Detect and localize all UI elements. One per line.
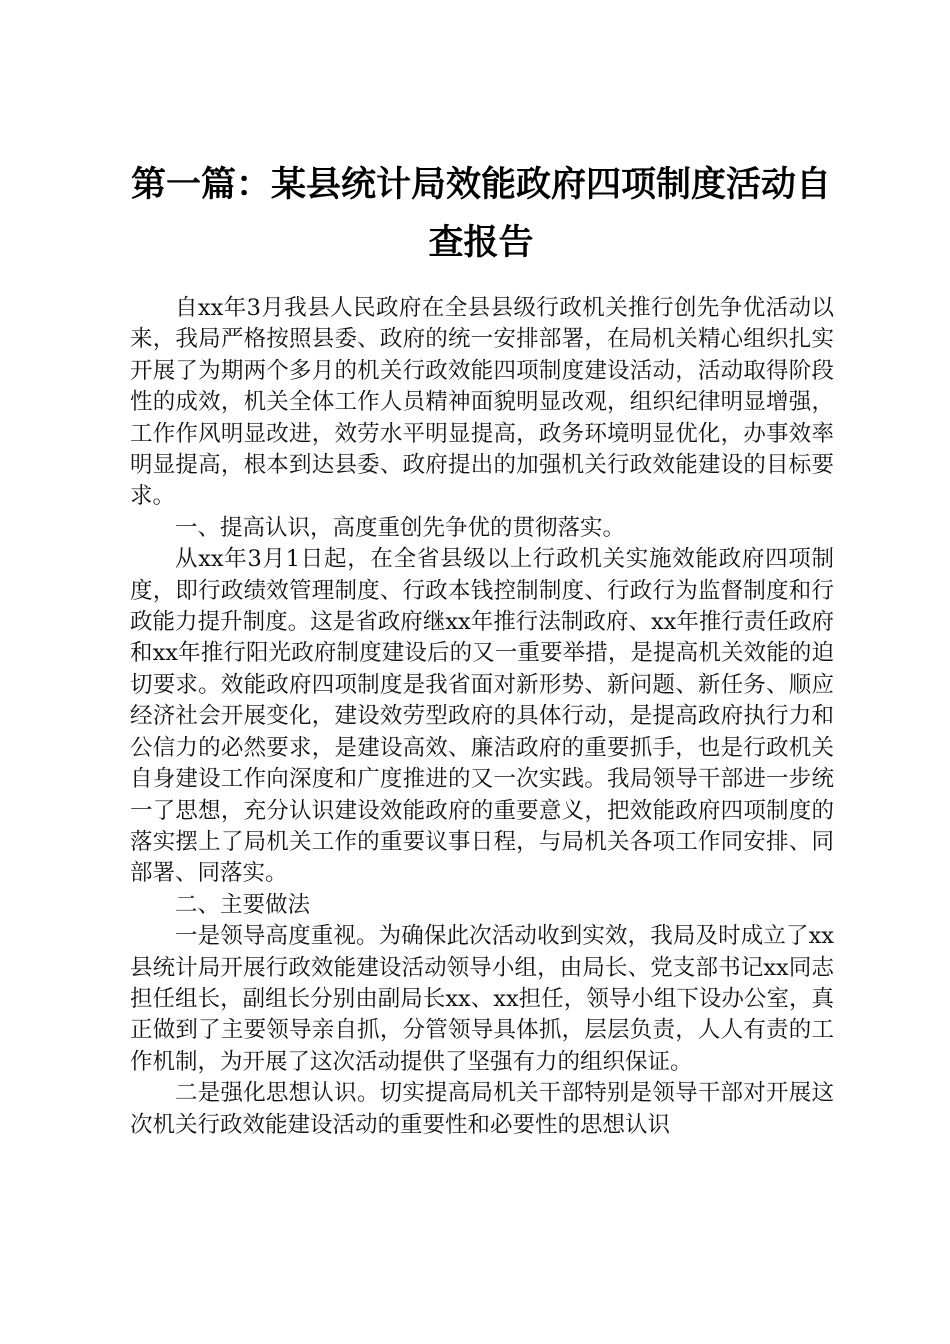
section-heading-2: 二、主要做法 bbox=[175, 891, 311, 918]
document-title: 第一篇：某县统计局效能政府四项制度活动自查报告 bbox=[130, 164, 831, 263]
paragraph-measure-1: 一是领导高度重视。为确保此次活动收到实效，我局及时成立了xx县统计局开展行政效能建设活动领导小组，由局长、党支部书记xx同志担任组长，副组长分别由副局长xx、xx担任，领导小组下设办公室，真正做到了主要领导亲自抓，分管领导具体抓，层层负责，人人有责的工作机制，为开展了这次活动提供了坚强有力的组织保证。 bbox=[130, 923, 834, 1075]
document-body bbox=[130, 293, 834, 1141]
paragraph-intro: 自xx年3月我县人民政府在全县县级行政机关推行创先争优活动以来，我局严格按照县委、政府的统一安排部署，在局机关精心组织扎实开展了为期两个多月的机关行政效能四项制度建设活动，活动取得阶段性的成效，机关全体工作人员精神面貌明显改观，组织纪律明显增强，工作作风明显改进，效劳水平明显提高，政务环境明显优化，办事效率明显提高，根本到达县委、政府提出的加强机关行政效能建设的目标要求。 bbox=[130, 295, 834, 510]
section-heading-1: 一、提高认识，高度重创先争优的贯彻落实。 bbox=[175, 514, 626, 541]
paragraph-section-1: 从xx年3月1日起，在全省县级以上行政机关实施效能政府四项制度，即行政绩效管理制度、行政本钱控制制度、行政行为监督制度和行政能力提升制度。这是省政府继xx年推行法制政府、xx年推行责任政府和xx年推行阳光政府制度建设后的又一重要举措，是提高机关效能的迫切要求。效能政府四项制度是我省面对新形势、新问题、新任务、顺应经济社会开展变化，建设效劳型政府的具体行动，是提高政府执行力和公信力的必然要求，是建设高效、廉洁政府的重要抓手，也是行政机关自身建设工作向深度和广度推进的又一次实践。我局领导干部进一步统一了思想，充分认识建设效能政府的重要意义，把效能政府四项制度的落实摆上了局机关工作的重要议事日程，与局机关各项工作同安排、同部署、同落实。 bbox=[130, 546, 834, 887]
paragraph-measure-2: 二是强化思想认识。切实提高局机关干部特别是领导干部对开展这次机关行政效能建设活动的重要性和必要性的思想认识 bbox=[130, 1080, 834, 1138]
